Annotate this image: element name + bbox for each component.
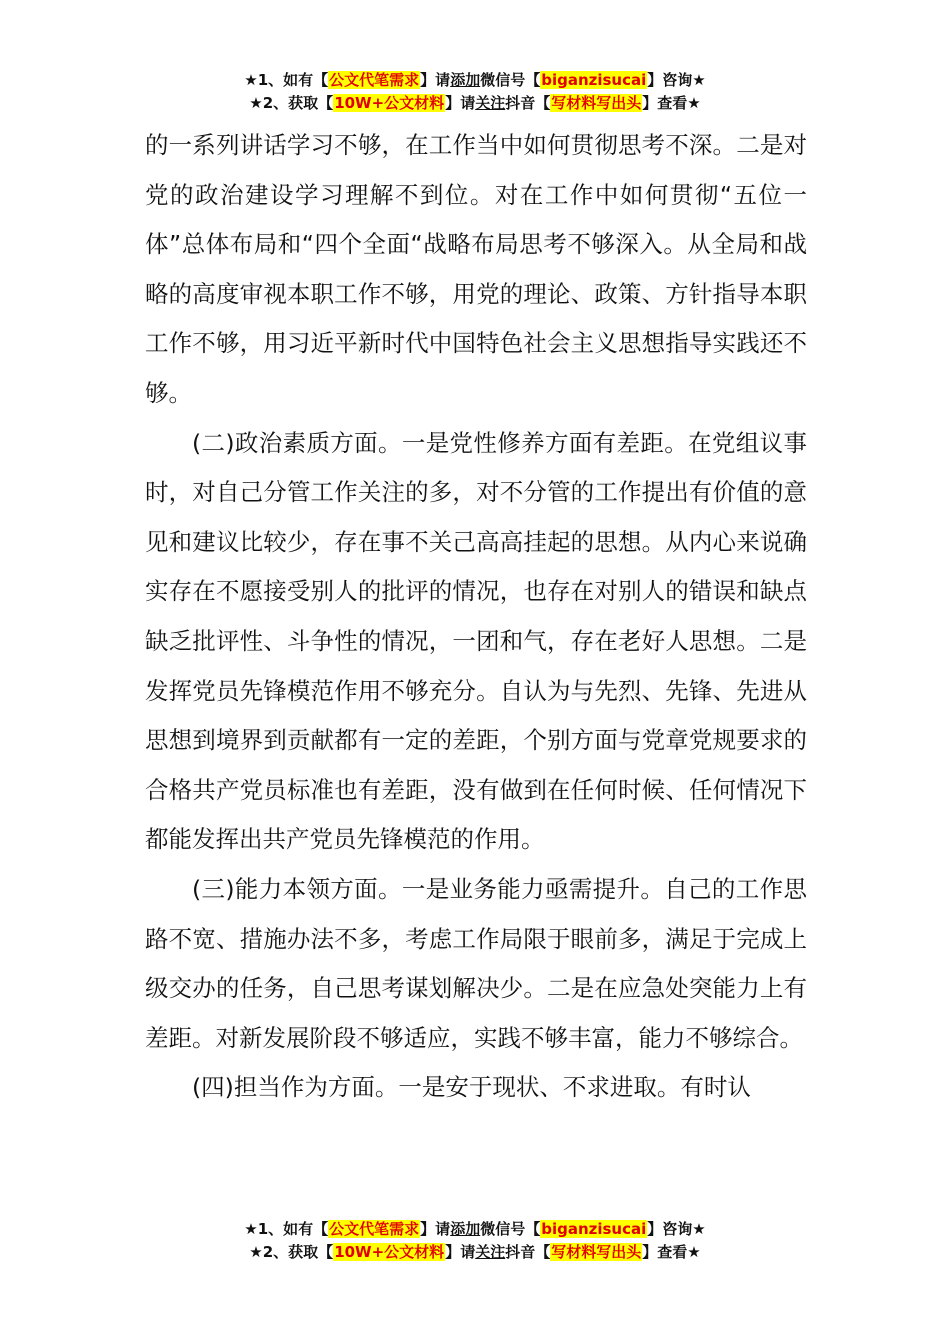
highlight-douyin: 写材料写出头 — [551, 1243, 642, 1261]
banner-line-1 — [0, 69, 950, 92]
banner-text: 】请 — [445, 1243, 476, 1261]
banner-text: 微信号【 — [480, 71, 541, 89]
paragraph: (四)担当作为方面。一是安于现状、不求进取。有时认 — [192, 1073, 751, 1102]
paragraph: (三)能力本领方面。一是业务能力亟需提升。自己的工作思路不宽、措施办法不多，考虑工作局限于眼前多，满足于完成上级交办的任务，自己思考谋划解决少。二是在应急处突能力上有差距。对新发展阶段不够适应，实践不够丰富，能力不够综合。 — [145, 874, 807, 1052]
highlight-service: 公文代笔需求 — [329, 71, 420, 89]
underlined-word: 添加 — [450, 71, 481, 89]
highlight-douyin: 写材料写出头 — [551, 94, 642, 112]
banner-text: 】查看★ — [642, 94, 701, 112]
banner-text: 】查看★ — [642, 1243, 701, 1261]
highlight-wechat-id: biganzisucai — [541, 1220, 647, 1238]
banner-text: ★1、如有【 — [244, 1220, 329, 1238]
banner-text: 抖音【 — [505, 1243, 551, 1261]
highlight-wechat-id: biganzisucai — [541, 71, 647, 89]
banner-text: 微信号【 — [480, 1220, 541, 1238]
underlined-word: 关注 — [475, 1243, 506, 1261]
banner-text: 】请 — [445, 94, 476, 112]
underlined-word: 添加 — [450, 1220, 481, 1238]
highlight-materials: 10W+公文材料 — [334, 94, 445, 112]
banner-text: 】咨询★ — [647, 71, 706, 89]
header-banner — [0, 69, 950, 115]
banner-text: ★1、如有【 — [244, 71, 329, 89]
banner-line-2 — [0, 92, 950, 115]
banner-text: ★2、获取【 — [249, 94, 334, 112]
banner-line-1 — [0, 1218, 950, 1241]
highlight-materials: 10W+公文材料 — [334, 1243, 445, 1261]
banner-text: ★2、获取【 — [249, 1243, 334, 1261]
banner-line-2 — [0, 1241, 950, 1264]
banner-text: 】请 — [420, 1220, 451, 1238]
paragraph: (二)政治素质方面。一是党性修养方面有差距。在党组议事时，对自己分管工作关注的多，对不分管的工作提出有价值的意见和建议比较少，存在事不关己高高挂起的思想。从内心来说确实存在不愿接受别人的批评的情况，也存在对别人的错误和缺点缺乏批评性、斗争性的情况，一团和气，存在老好人思想。二是发挥党员先锋模范作用不够充分。自认为与先烈、先锋、先进从思想到境界到贡献都有一定的差距，个别方面与党章党规要求的合格共产党员标准也有差距，没有做到在任何时候、任何情况下都能发挥出共产党员先锋模范的作用。 — [145, 428, 807, 854]
document-body — [145, 121, 807, 1113]
footer-banner — [0, 1218, 950, 1264]
banner-text: 】请 — [420, 71, 451, 89]
underlined-word: 关注 — [475, 94, 506, 112]
paragraph: 的一系列讲话学习不够，在工作当中如何贯彻思考不深。二是对党的政治建设学习理解不到位。对在工作中如何贯彻“五位一体”总体布局和“四个全面“战略布局思考不够深入。从全局和战略的高度审视本职工作不够，用党的理论、政策、方针指导本职工作不够，用习近平新时代中国特色社会主义思想指导实践还不够。 — [145, 131, 807, 407]
banner-text: 】咨询★ — [647, 1220, 706, 1238]
highlight-service: 公文代笔需求 — [329, 1220, 420, 1238]
banner-text: 抖音【 — [505, 94, 551, 112]
